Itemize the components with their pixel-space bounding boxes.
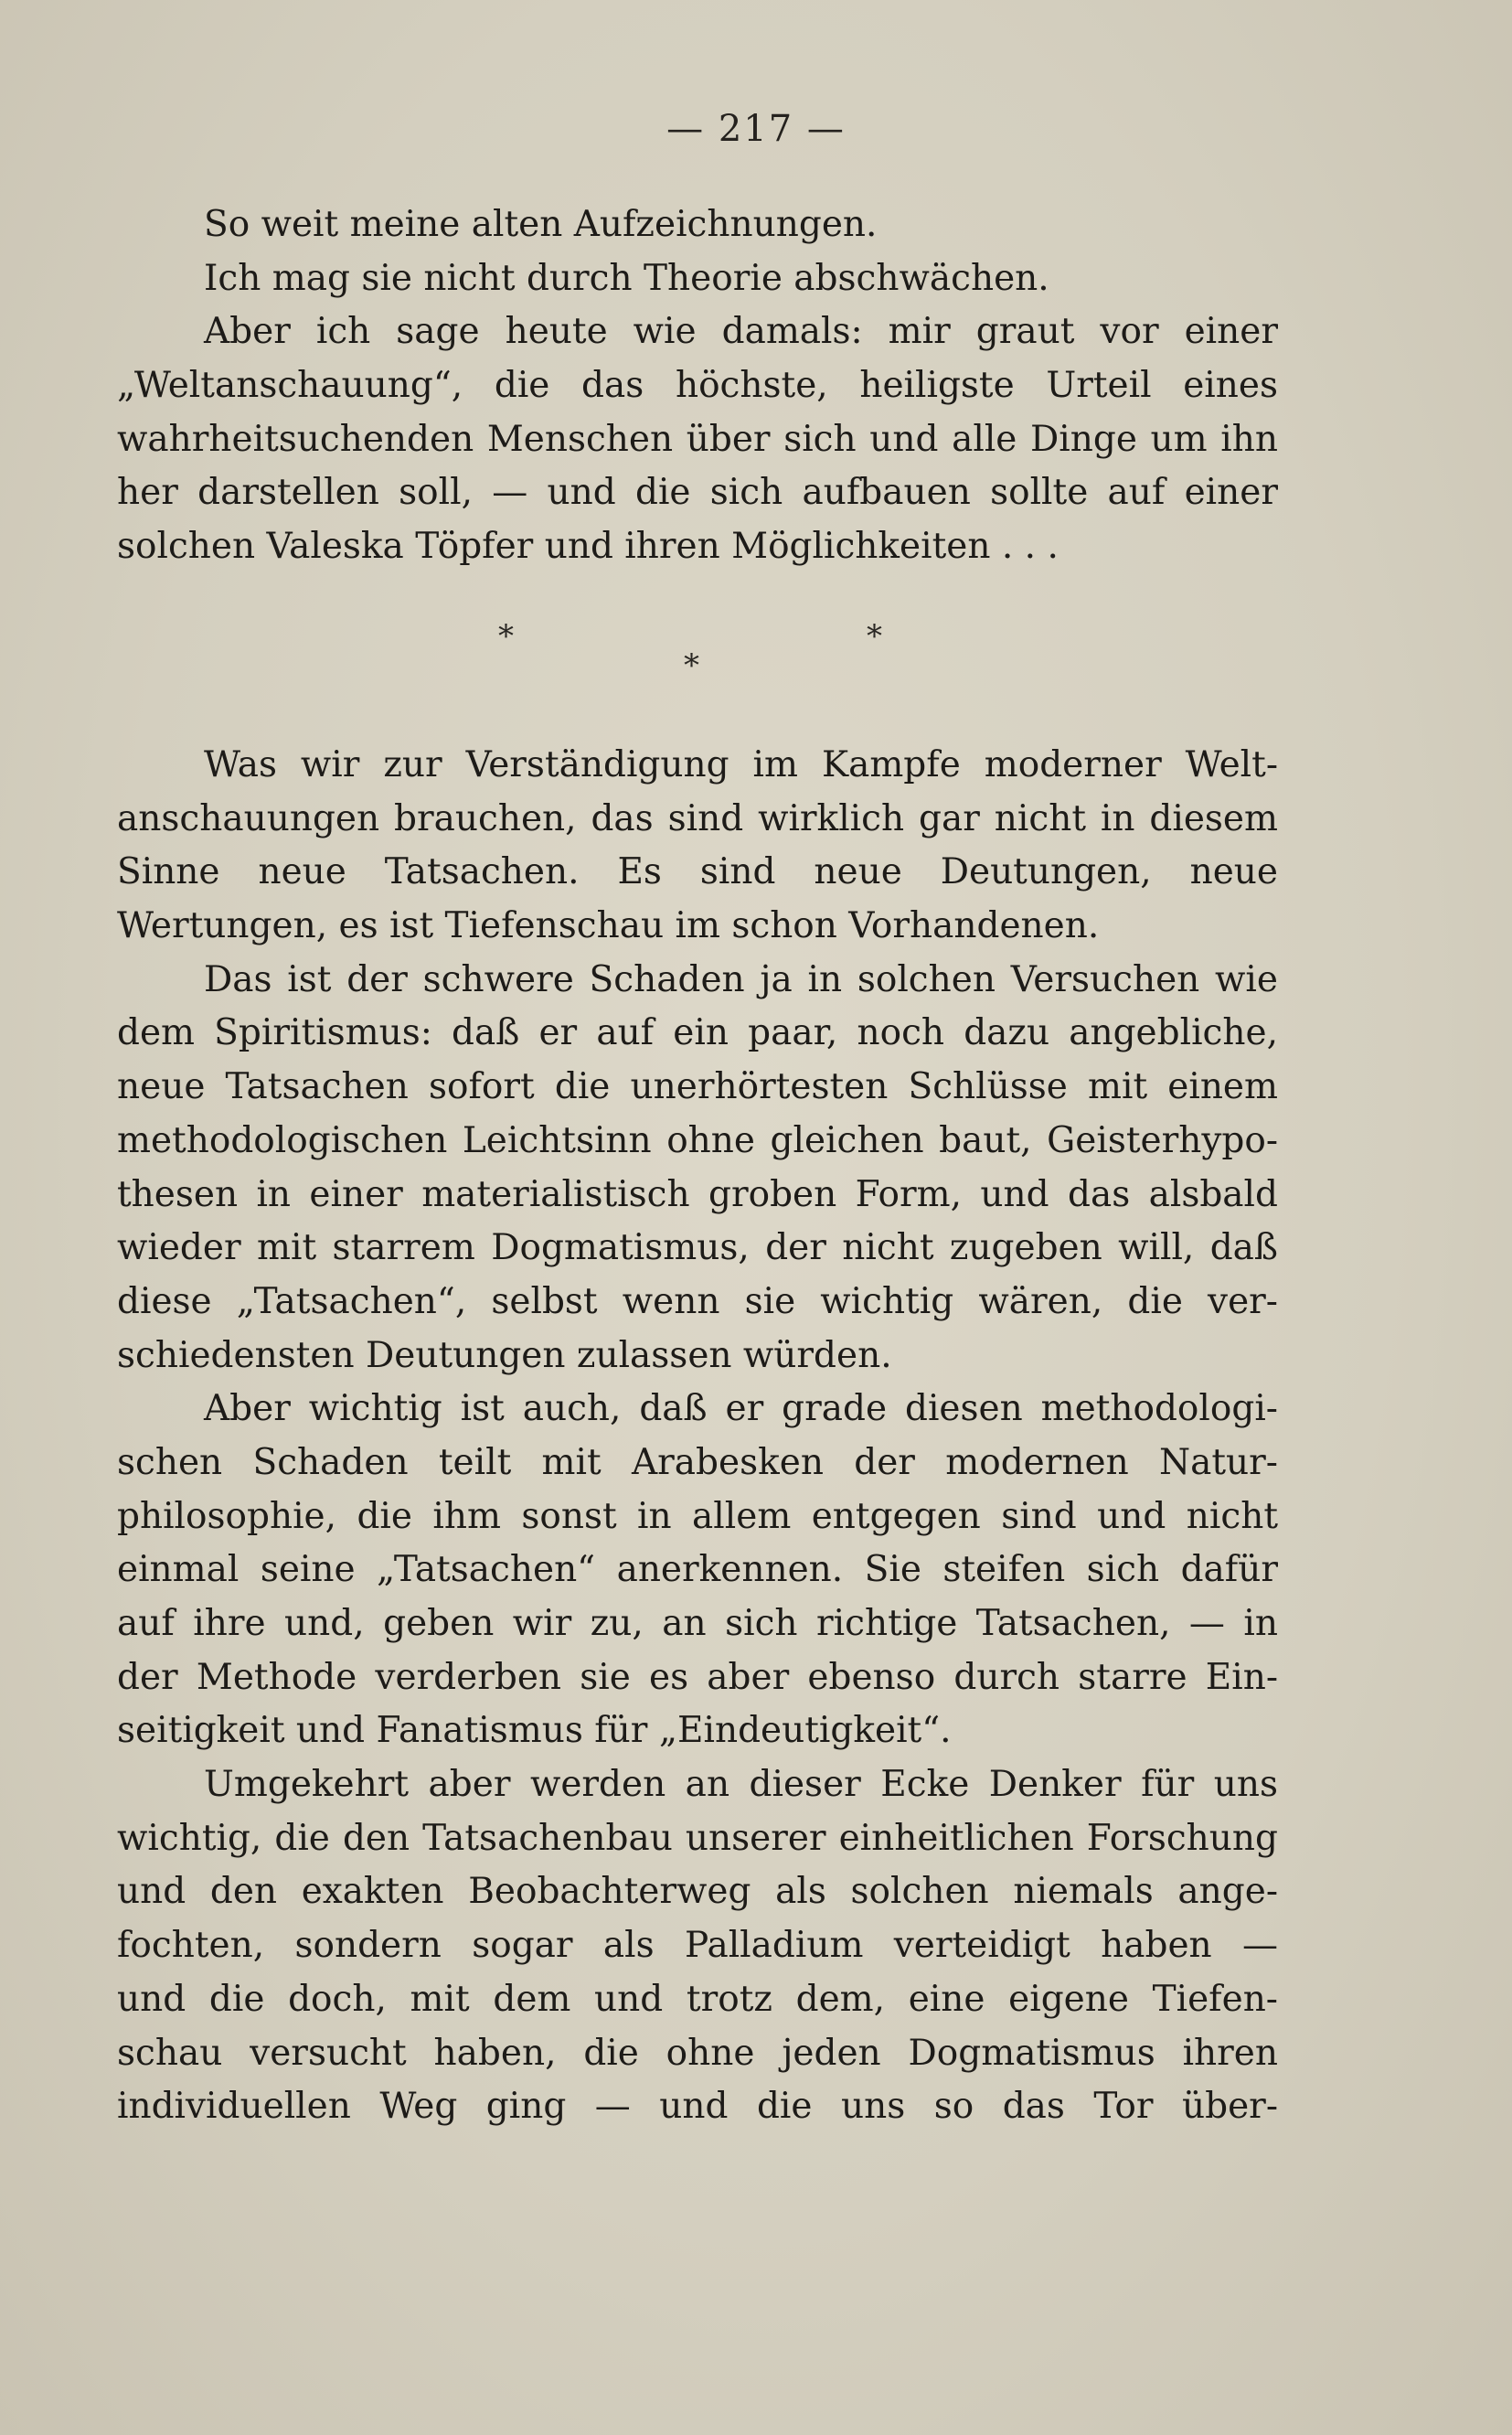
text-line: wieder mit starrem Dogmatismus, der nicht zugeben will, daß [117,1227,1278,1269]
text-line: Umgekehrt aber werden an dieser Ecke Denker für uns [204,1764,1278,1806]
text-line: wahrheitsuchenden Menschen über sich und alle Dinge um ihn [117,418,1278,460]
text-line: solchen Valeska Töpfer und ihren Möglichkeiten . . . [117,526,1059,568]
text-line: seitigkeit und Fanatismus für „Eindeutigkeit“. [117,1710,952,1752]
text-line: anschauungen brauchen, das sind wirklich gar nicht in diesem [117,797,1278,839]
text-line: diese „Tatsachen“, selbst wenn sie wichtig wären, die ver- [117,1280,1278,1322]
asterism-star: * [498,618,514,655]
text-line: schen Schaden teilt mit Arabesken der modernen Natur- [117,1441,1278,1483]
text-line: wichtig, die den Tatsachenbau unserer einheitlichen Forschung [117,1817,1278,1859]
text-line: Wertungen, es ist Tiefenschau im schon Vorhandenen. [117,905,1100,947]
text-line: Ich mag sie nicht durch Theorie abschwächen. [204,257,1049,299]
text-line: individuellen Weg ging — und die uns so das Tor über- [117,2086,1278,2128]
text-line: einmal seine „Tatsachen“ anerkennen. Sie steifen sich dafür [117,1549,1278,1591]
asterism-star: * [867,618,882,655]
text-line: der Methode verderben sie es aber ebenso durch starre Ein- [117,1656,1278,1698]
text-line: her darstellen soll, — und die sich aufbauen sollte auf einer [117,472,1278,514]
text-line: Sinne neue Tatsachen. Es sind neue Deutungen, neue [117,851,1278,893]
text-line: Aber wichtig ist auch, daß er grade diesen methodologi- [204,1388,1278,1430]
text-block-top [117,198,1278,574]
text-line: dem Spiritismus: daß er auf ein paar, noch dazu angebliche, [117,1012,1278,1054]
text-line: Was wir zur Verständigung im Kampfe moderner Welt- [204,744,1278,785]
text-block-bottom [117,739,1278,2134]
text-line: neue Tatsachen sofort die unerhörtesten Schlüsse mit einem [117,1066,1278,1108]
text-line: methodologischen Leichtsinn ohne gleichen baut, Geisterhypo- [117,1119,1278,1161]
text-line: auf ihre und, geben wir zu, an sich richtige Tatsachen, — in [117,1603,1278,1644]
asterism-star: * [684,647,699,684]
text-line: Das ist der schwere Schaden ja in solchen Versuchen wie [204,958,1278,1000]
page-number: — 217 — [666,108,846,150]
asterism [0,614,1512,688]
text-line: So weit meine alten Aufzeichnungen. [204,204,878,245]
text-line: Aber ich sage heute wie damals: mir graut vor einer [204,311,1278,353]
text-line: „Weltanschauung“, die das höchste, heiligste Urteil eines [117,365,1278,407]
text-line: philosophie, die ihm sonst in allem entgegen sind und nicht [117,1495,1278,1537]
text-line: schau versucht haben, die ohne jeden Dogmatismus ihren [117,2032,1278,2074]
text-line: fochten, sondern sogar als Palladium verteidigt haben — [117,1925,1278,1967]
text-line: und den exakten Beobachterweg als solchen niemals ange- [117,1871,1278,1913]
text-line: schiedensten Deutungen zulassen würden. [117,1334,892,1376]
text-line: thesen in einer materialistisch groben Form, und das alsbald [117,1173,1278,1215]
text-line: und die doch, mit dem und trotz dem, eine eigene Tiefen- [117,1978,1278,2020]
